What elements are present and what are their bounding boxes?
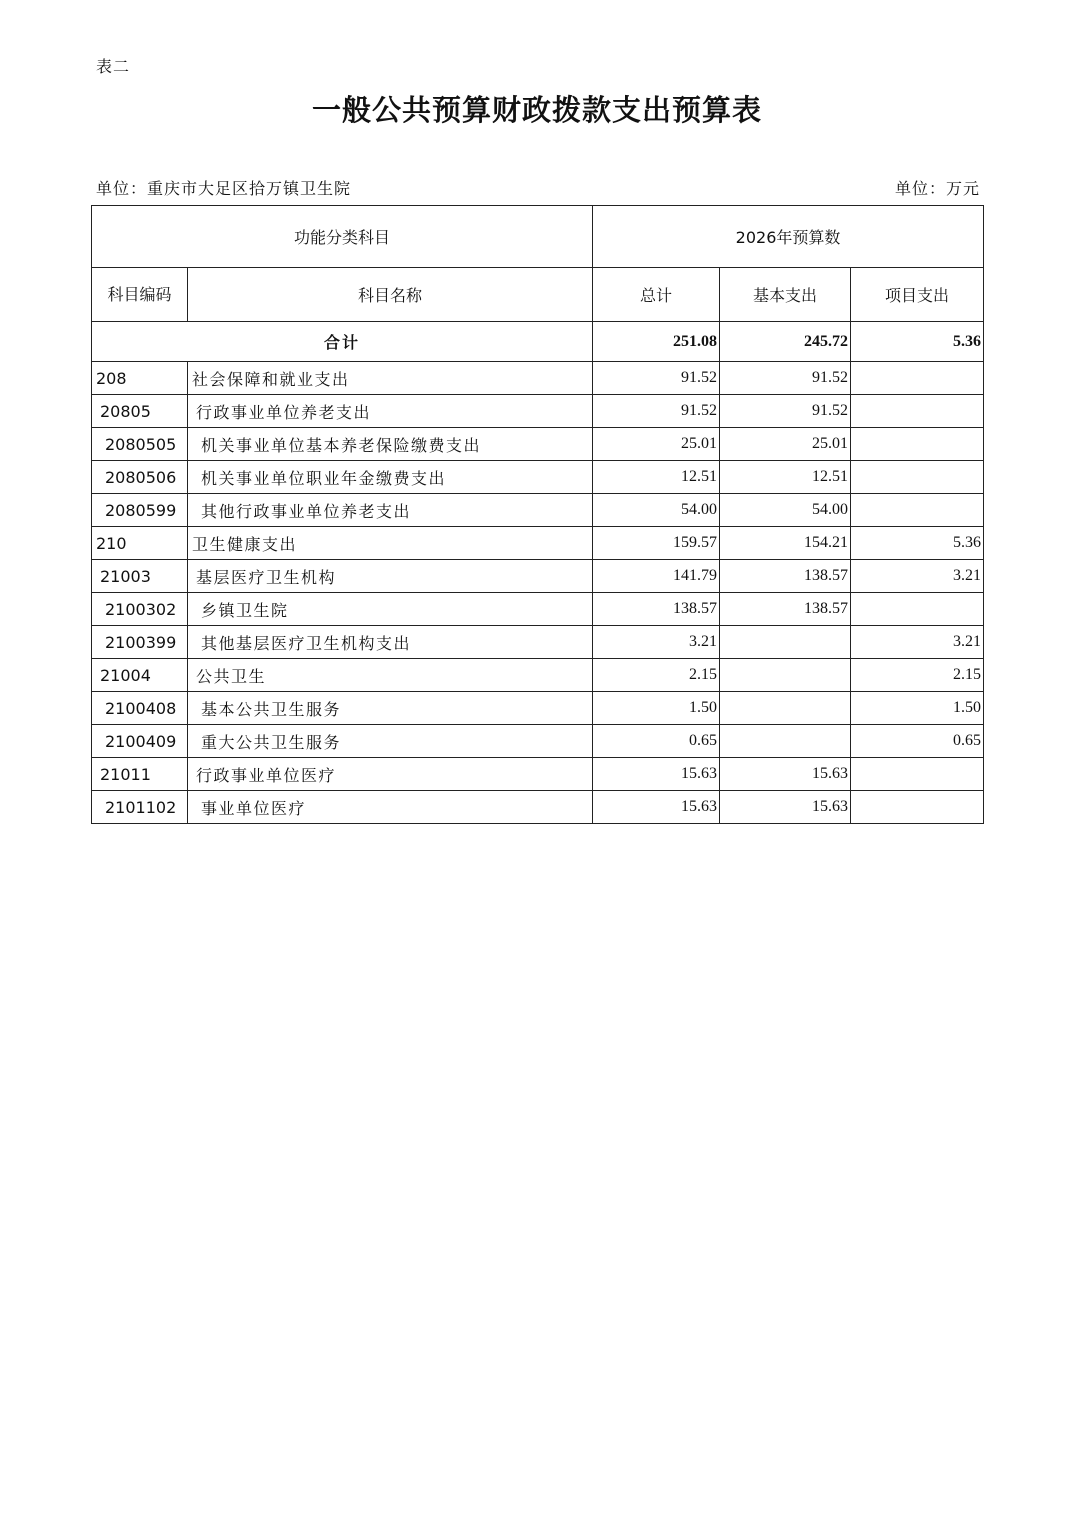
header-total: 总计 (593, 268, 720, 322)
table-row (92, 362, 984, 395)
row-name: 事业单位医疗 (188, 791, 593, 824)
row-total: 0.65 (593, 725, 720, 758)
row-project: 1.50 (851, 692, 984, 725)
row-basic: 15.63 (720, 758, 851, 791)
row-name: 其他行政事业单位养老支出 (188, 494, 593, 527)
row-basic: 54.00 (720, 494, 851, 527)
row-project (851, 593, 984, 626)
row-name: 基层医疗卫生机构 (188, 560, 593, 593)
row-basic (720, 692, 851, 725)
row-project: 0.65 (851, 725, 984, 758)
total-sum: 251.08 (593, 322, 720, 362)
currency-unit: 单位：万元 (894, 179, 980, 198)
row-total: 54.00 (593, 494, 720, 527)
row-basic: 15.63 (720, 791, 851, 824)
row-code: 2100408 (92, 692, 188, 725)
table-row (92, 725, 984, 758)
row-basic (720, 659, 851, 692)
row-name: 行政事业单位养老支出 (188, 395, 593, 428)
header-name: 科目名称 (188, 268, 593, 322)
row-basic: 91.52 (720, 362, 851, 395)
row-project (851, 791, 984, 824)
row-project (851, 428, 984, 461)
row-total: 91.52 (593, 362, 720, 395)
row-basic: 12.51 (720, 461, 851, 494)
table-row (92, 527, 984, 560)
table-row (92, 626, 984, 659)
row-project: 3.21 (851, 626, 984, 659)
row-code: 2080505 (92, 428, 188, 461)
table-row (92, 395, 984, 428)
row-name: 公共卫生 (188, 659, 593, 692)
table-row (92, 758, 984, 791)
row-total: 141.79 (593, 560, 720, 593)
table-row (92, 560, 984, 593)
row-code: 2080599 (92, 494, 188, 527)
row-name: 行政事业单位医疗 (188, 758, 593, 791)
row-total: 25.01 (593, 428, 720, 461)
row-code: 2101102 (92, 791, 188, 824)
row-project: 5.36 (851, 527, 984, 560)
row-code: 2100409 (92, 725, 188, 758)
header-code: 科目编码 (92, 268, 188, 322)
row-total: 159.57 (593, 527, 720, 560)
row-total: 15.63 (593, 758, 720, 791)
header-budget-year: 2026年预算数 (593, 206, 984, 268)
sheet-label: 表二 (96, 57, 131, 76)
row-project: 3.21 (851, 560, 984, 593)
table-row (92, 461, 984, 494)
row-basic: 154.21 (720, 527, 851, 560)
header-row-sub (92, 268, 984, 322)
table-row (92, 659, 984, 692)
row-total: 138.57 (593, 593, 720, 626)
row-total: 15.63 (593, 791, 720, 824)
total-basic: 245.72 (720, 322, 851, 362)
organization-unit: 单位：重庆市大足区拾万镇卫生院 (96, 179, 352, 198)
row-project (851, 395, 984, 428)
row-name: 机关事业单位基本养老保险缴费支出 (188, 428, 593, 461)
row-name: 其他基层医疗卫生机构支出 (188, 626, 593, 659)
page-title: 一般公共预算财政拨款支出预算表 (311, 93, 762, 127)
row-basic: 91.52 (720, 395, 851, 428)
table-row (92, 692, 984, 725)
row-code: 21004 (92, 659, 188, 692)
total-project: 5.36 (851, 322, 984, 362)
budget-table (91, 205, 984, 824)
total-label: 合计 (92, 322, 593, 362)
row-code: 208 (92, 362, 188, 395)
row-total: 91.52 (593, 395, 720, 428)
row-name: 乡镇卫生院 (188, 593, 593, 626)
row-project (851, 758, 984, 791)
row-name: 重大公共卫生服务 (188, 725, 593, 758)
row-code: 2100302 (92, 593, 188, 626)
row-name: 卫生健康支出 (188, 527, 593, 560)
row-basic: 138.57 (720, 593, 851, 626)
row-total: 12.51 (593, 461, 720, 494)
row-project (851, 494, 984, 527)
table-row (92, 791, 984, 824)
row-code: 21003 (92, 560, 188, 593)
row-project (851, 461, 984, 494)
header-row-top (92, 206, 984, 268)
row-total: 2.15 (593, 659, 720, 692)
row-basic: 138.57 (720, 560, 851, 593)
row-code: 21011 (92, 758, 188, 791)
row-total: 1.50 (593, 692, 720, 725)
table-row (92, 428, 984, 461)
row-basic (720, 725, 851, 758)
row-name: 基本公共卫生服务 (188, 692, 593, 725)
header-basic: 基本支出 (720, 268, 851, 322)
header-project: 项目支出 (851, 268, 984, 322)
row-code: 210 (92, 527, 188, 560)
row-basic: 25.01 (720, 428, 851, 461)
total-row (92, 322, 984, 362)
row-basic (720, 626, 851, 659)
row-code: 2100399 (92, 626, 188, 659)
table-row (92, 494, 984, 527)
row-name: 机关事业单位职业年金缴费支出 (188, 461, 593, 494)
row-code: 2080506 (92, 461, 188, 494)
row-project: 2.15 (851, 659, 984, 692)
row-name: 社会保障和就业支出 (188, 362, 593, 395)
row-code: 20805 (92, 395, 188, 428)
table-row (92, 593, 984, 626)
header-func-category: 功能分类科目 (92, 206, 593, 268)
row-total: 3.21 (593, 626, 720, 659)
row-project (851, 362, 984, 395)
